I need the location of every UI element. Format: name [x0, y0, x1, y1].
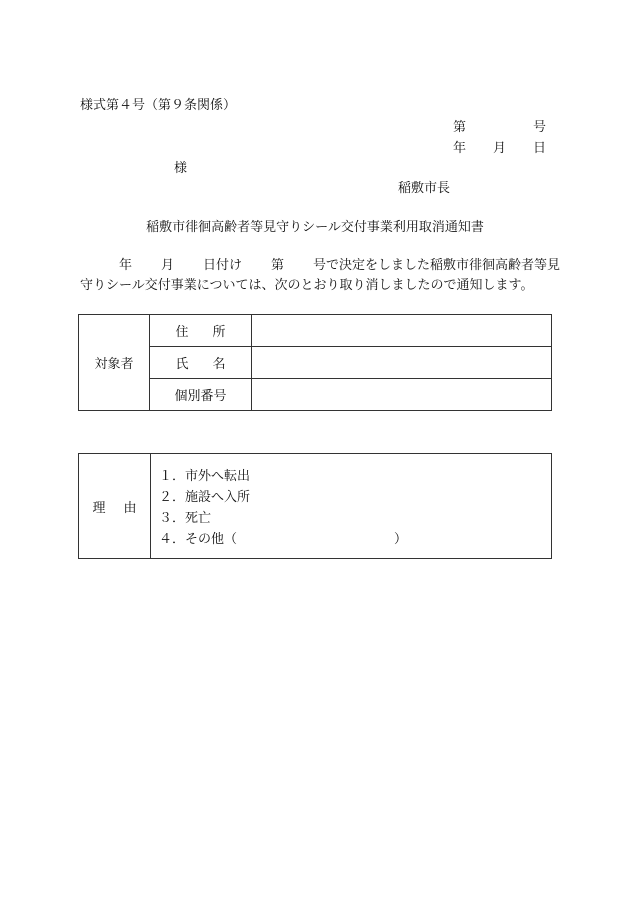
- id-label: 個別番号: [150, 379, 252, 411]
- id-value[interactable]: [252, 379, 552, 411]
- body-line-2: 守りシール交付事業については、次のとおり取り消しましたので通知します。: [80, 278, 534, 293]
- document-number: [453, 116, 546, 135]
- date-month: 月: [492, 141, 506, 156]
- reason-item-deceased[interactable]: ３．死亡: [159, 511, 212, 526]
- reason-table: [78, 453, 552, 559]
- reason-item-other[interactable]: ４．その他（ ）: [159, 529, 551, 550]
- reason-item-facility[interactable]: ２．施設へ入所: [159, 490, 251, 505]
- reason-item-moved-out[interactable]: １．市外へ転出: [159, 469, 251, 484]
- reason-other-close: ）: [394, 532, 408, 547]
- body-number-prefix: 第: [270, 258, 284, 273]
- target-person-table: [78, 314, 552, 411]
- number-prefix: 第: [453, 120, 467, 135]
- body-year: 年: [118, 258, 132, 273]
- reason-list: [151, 454, 552, 559]
- body-text: [80, 256, 560, 296]
- address-label: 住 所: [150, 315, 252, 347]
- body-month: 月: [160, 258, 174, 273]
- name-label: 氏 名: [150, 347, 252, 379]
- form-number: 様式第４号（第９条関係）: [80, 98, 237, 113]
- address-value[interactable]: [252, 315, 552, 347]
- target-head: 対象者: [79, 315, 150, 411]
- body-line-1-rest: 号で決定をしました稲敷市徘徊高齢者等見: [312, 258, 560, 273]
- issuer: 稲敷市長: [398, 181, 451, 196]
- name-value[interactable]: [252, 347, 552, 379]
- number-suffix: 号: [532, 120, 546, 135]
- reason-head: 理 由: [79, 454, 151, 559]
- date-year: 年: [453, 141, 467, 156]
- body-day: 日付け: [202, 258, 242, 273]
- body-line-1: [80, 256, 560, 276]
- date-day: 日: [532, 141, 546, 156]
- document-title: 稲敷市徘徊高齢者等見守りシール交付事業利用取消通知書: [146, 220, 484, 235]
- document-date: [453, 137, 546, 156]
- addressee: 様: [174, 161, 188, 176]
